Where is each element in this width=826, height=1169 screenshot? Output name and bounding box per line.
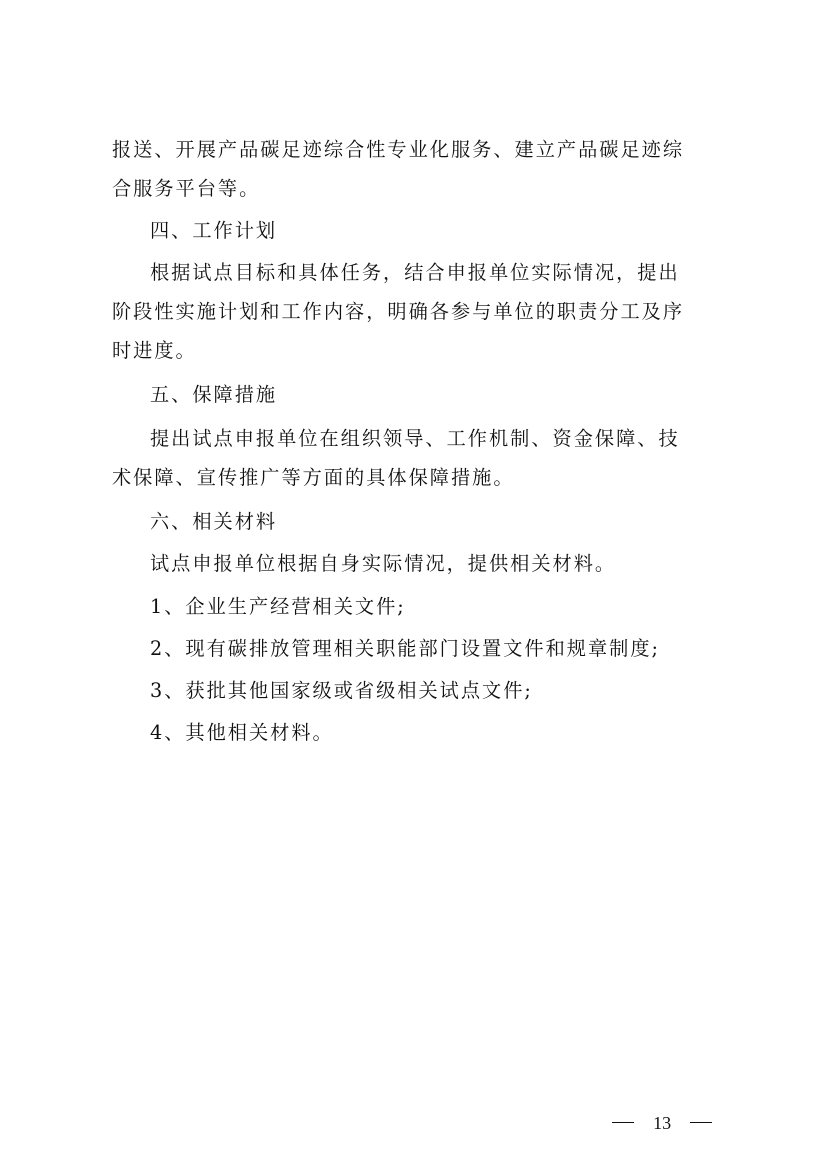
list-item: 3、获批其他国家级或省级相关试点文件; <box>150 679 533 702</box>
section-heading-work-plan: 四、工作计划 <box>150 219 278 242</box>
paragraph-line: 术保障、宣传推广等方面的具体保障措施。 <box>112 466 515 489</box>
page-footer <box>612 1104 732 1140</box>
section-heading-materials: 六、相关材料 <box>150 510 278 533</box>
page-number: 13 <box>653 1112 672 1133</box>
paragraph-line: 报送、开展产品碳足迹综合性专业化服务、建立产品碳足迹综 <box>112 138 685 161</box>
paragraph-line: 阶段性实施计划和工作内容，明确各参与单位的职责分工及序 <box>112 300 685 323</box>
paragraph-line: 合服务平台等。 <box>112 177 261 200</box>
paragraph-line: 时进度。 <box>112 339 197 362</box>
paragraph-line: 提出试点申报单位在组织领导、工作机制、资金保障、技 <box>150 427 680 450</box>
paragraph-line: 试点申报单位根据自身实际情况，提供相关材料。 <box>150 552 617 575</box>
footer-left-dash <box>612 1122 634 1123</box>
list-item: 1、企业生产经营相关文件; <box>150 595 406 618</box>
list-item: 2、现有碳排放管理相关职能部门设置文件和规章制度; <box>150 637 660 660</box>
paragraph-line: 根据试点目标和具体任务，结合申报单位实际情况，提出 <box>150 261 680 284</box>
section-heading-safeguards: 五、保障措施 <box>150 383 278 406</box>
list-item: 4、其他相关材料。 <box>150 721 334 744</box>
footer-right-dash <box>690 1122 712 1123</box>
